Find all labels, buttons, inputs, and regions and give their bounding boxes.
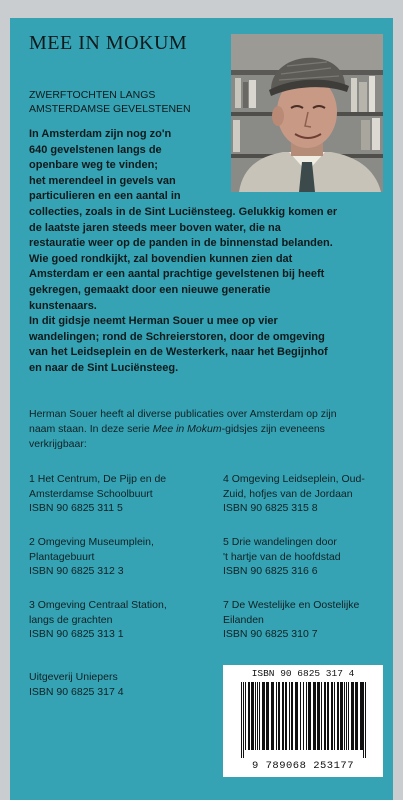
intro-line: Wie goed rondkijkt, zal bovendien kunnen zien dat [29, 252, 293, 265]
barcode-ean-number: 9 789068 253177 [251, 760, 354, 772]
book-title-line: 't hartje van de hoofdstad [223, 550, 341, 563]
barcode-bar [289, 682, 290, 750]
barcode-label [223, 665, 383, 777]
barcode-guard-bar [243, 682, 244, 758]
barcode-bar [251, 682, 254, 750]
intro-line: kunstenaars. [29, 299, 97, 312]
list-item [223, 472, 393, 516]
list-item [223, 598, 393, 642]
barcode-bar [291, 682, 293, 750]
barcode-bar [360, 682, 363, 750]
subtitle-line: AMSTERDAMSE GEVELSTENEN [29, 103, 191, 115]
intro-line: restauratie weer op de panden in de binnenstad belanden. [29, 237, 333, 250]
intro-line: gekregen, gemaakt door een nieuwe generatie [29, 283, 271, 296]
barcode-bar [334, 682, 335, 750]
book-title-line: Eilanden [223, 613, 264, 626]
barcode-bar [257, 682, 258, 750]
intro-line: het merendeel in gevels van [29, 174, 176, 187]
list-item [29, 472, 199, 516]
barcode-bar [306, 682, 307, 750]
book-isbn: ISBN 90 6825 312 3 [29, 565, 124, 577]
barcode-bar [285, 682, 287, 750]
intro-line: openbare weg te vinden; [29, 159, 158, 172]
intro-line: particulieren en een aantal in [29, 190, 181, 203]
barcode-bar [351, 682, 354, 750]
walks-paragraph [29, 314, 379, 376]
about-line [29, 422, 379, 437]
barcode-bar [337, 682, 339, 750]
barcode-guard-bar [365, 682, 366, 758]
barcode-bar [308, 682, 311, 750]
book-title-line: 3 Omgeving Centraal Station, [29, 599, 167, 611]
book-title-line: langs de grachten [29, 613, 113, 626]
walks-line: en naar de Sint Luciënsteeg. [29, 361, 179, 374]
intro-line: 640 gevelstenen langs de [29, 143, 162, 156]
book-isbn: ISBN 90 6825 313 1 [29, 628, 124, 640]
book-title-line: 1 Het Centrum, De Pijp en de [29, 473, 167, 485]
barcode-bar [346, 682, 347, 750]
about-line: verkrijgbaar: [29, 438, 87, 450]
book-isbn: ISBN 90 6825 316 6 [223, 565, 318, 577]
barcode-bar [331, 682, 333, 750]
barcode-bar [262, 682, 265, 750]
barcode-bar [282, 682, 284, 750]
series-name: Mee in Mokum [152, 423, 222, 435]
barcode-bar [321, 682, 322, 750]
author-about-text [29, 407, 379, 452]
barcode-bar [266, 682, 269, 750]
book-title-line: 4 Omgeving Leidseplein, Oud- [223, 473, 365, 485]
barcode-bar [255, 682, 256, 750]
series-title: MEE IN MOKUM [29, 32, 188, 54]
book-title-line: 7 De Westelijke en Oostelijke [223, 599, 360, 611]
intro-line: collecties, zoals in de Sint Luciënsteeg. Gelukkig komen er [29, 205, 338, 218]
about-line: Herman Souer heeft al diverse publicaties over Amsterdam op zijn [29, 408, 337, 420]
barcode-bar [317, 682, 320, 750]
intro-line: In Amsterdam zijn nog zo'n [29, 128, 172, 140]
book-title-line: 2 Omgeving Museumplein, [29, 536, 154, 548]
barcode-guard-bar [363, 682, 364, 758]
walks-line: In dit gidsje neemt Herman Souer u mee op vier [29, 315, 278, 328]
book-back-cover [10, 18, 393, 800]
barcode-bar [300, 682, 301, 750]
book-isbn: ISBN 90 6825 311 5 [29, 502, 123, 514]
barcode-bar [324, 682, 326, 750]
barcode-bar [271, 682, 274, 750]
about-text: naam staan. In deze serie [29, 423, 150, 435]
introduction-text [29, 127, 379, 377]
barcode-bar [295, 682, 298, 750]
barcode-bar [355, 682, 358, 750]
book-isbn: ISBN 90 6825 310 7 [223, 628, 318, 640]
barcode-bar [344, 682, 345, 750]
publisher-info [29, 670, 124, 700]
book-isbn: ISBN 90 6825 315 8 [223, 502, 318, 514]
intro-line: de laatste jaren steeds meer boven water, die na [29, 221, 281, 234]
book-title-line: Zuid, hofjes van de Jordaan [223, 487, 353, 500]
walks-line: van het Leidseplein en de Westerkerk, naar het Begijnhof [29, 346, 328, 359]
walks-line: wandelingen; rond de Schreierstoren, door de omgeving [29, 330, 325, 343]
list-item [29, 535, 199, 579]
list-item [223, 535, 393, 579]
barcode-bar [248, 682, 250, 750]
barcode-bar [259, 682, 260, 750]
publisher-name: Uitgeverij Uniepers [29, 671, 118, 683]
barcode-bar [327, 682, 329, 750]
barcode-bar [278, 682, 280, 750]
barcode-bar [313, 682, 316, 750]
barcode-bar [340, 682, 343, 750]
barcode-isbn-text: ISBN 90 6825 317 4 [251, 668, 355, 679]
book-title-line: Amsterdamse Schoolbuurt [29, 487, 153, 500]
intro-paragraph [29, 127, 379, 314]
publisher-isbn: ISBN 90 6825 317 4 [29, 686, 124, 698]
book-subtitle [29, 88, 191, 116]
book-title-line: 5 Drie wandelingen door [223, 536, 337, 548]
barcode-bar [276, 682, 277, 750]
book-title-line: Plantagebuurt [29, 550, 95, 563]
barcode-bar [245, 682, 246, 750]
subtitle-line: ZWERFTOCHTEN LANGS [29, 89, 156, 101]
about-text: -gidsjes zijn eveneens [221, 423, 325, 435]
barcode-bar [303, 682, 304, 750]
barcode-guard-bar [241, 682, 242, 758]
barcode-bar [348, 682, 349, 750]
list-item [29, 598, 199, 642]
intro-line: Amsterdam er een aantal prachtige gevelstenen bij heeft [29, 268, 325, 281]
barcode-bars [231, 682, 375, 758]
